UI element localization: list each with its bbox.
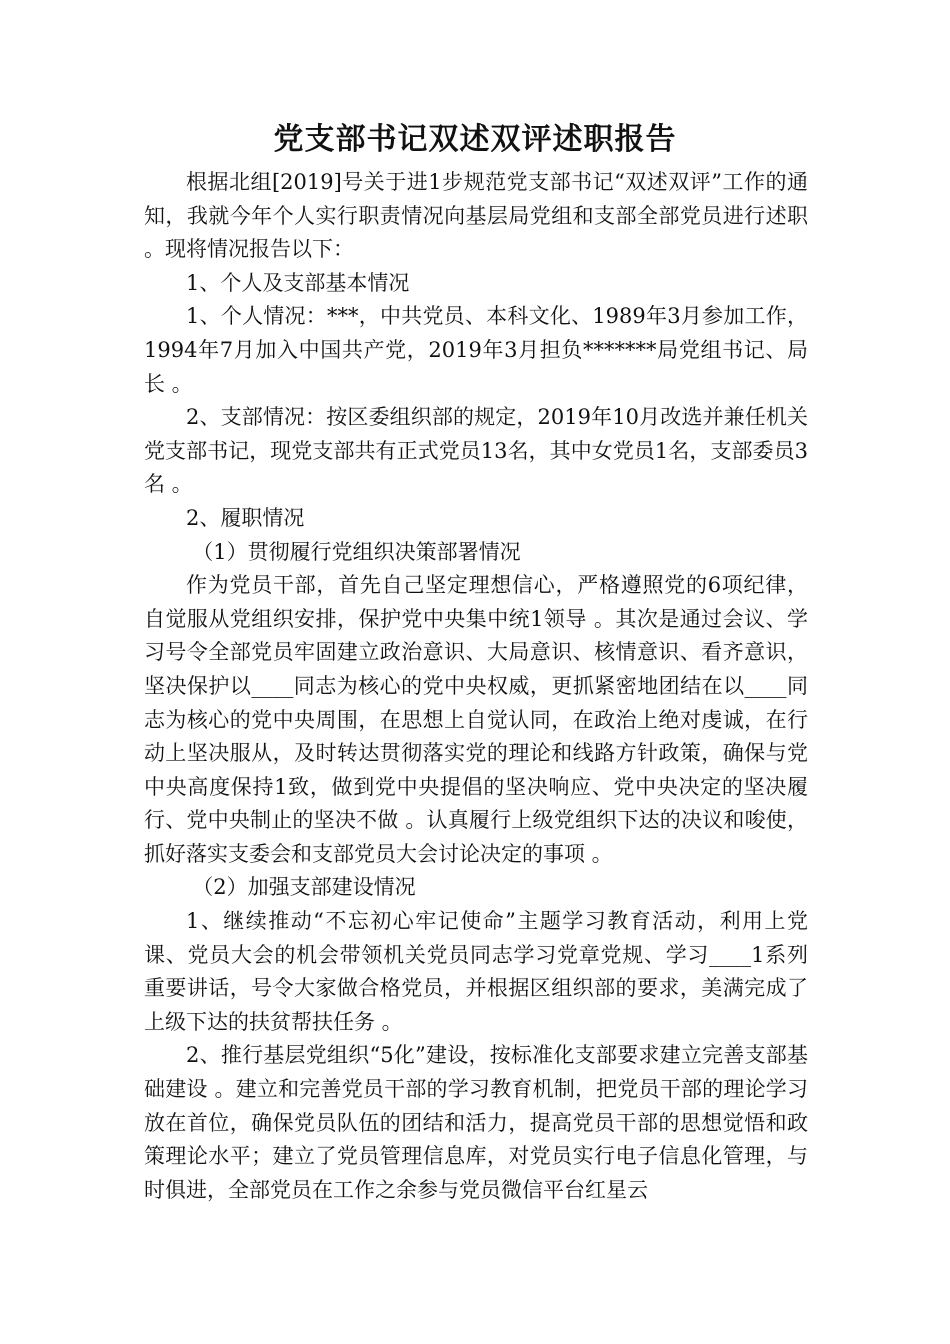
personal-info-paragraph: 1、个人情况：***，中共党员、本科文化、1989年3月参加工作，1994年7月加入中国共产党，2019年3月担负*******局党组书记、局长 。 <box>144 304 808 396</box>
intro-paragraph: 根据北组[2019]号关于进1步规范党支部书记“双述双评”工作的通知，我就今年个人实行职责情况向基层局党组和支部全部党员进行述职 。现将情况报告以下： <box>144 170 808 262</box>
decisions-paragraph: 作为党员干部，首先自己坚定理想信心，严格遵照党的6项纪律，自觉服从党组织安排，保护党中央集中统1领导 。其次是通过会议、学习号令全部党员牢固建立政治意识、大局意识、核情意识、看齐意识，坚决保护以____同志为核心的党中央权威，更抓紧密地团结在以____同志为核心的党中央周围，在思想上自觉认同，在政治上绝对虔诚，在行动上坚决服从，及时转达贯彻落实党的理论和线路方针政策，确保与党中央高度保持1致，做到党中央提倡的坚决响应、党中央决定的坚决履行、党中央制止的坚决不做 。认真履行上级党组织下达的决议和唆使，抓好落实支委会和支部党员大会讨论决定的事项 。 <box>144 573 808 866</box>
section-heading-duties: 2、履职情况 <box>186 505 305 530</box>
branch-info-paragraph: 2、支部情况：按区委组织部的规定，2019年10月改选并兼任机关党支部书记，现党支部共有正式党员13名，其中女党员1名，支部委员3名 。 <box>144 405 808 497</box>
subsection-heading-branch-building: （2）加强支部建设情况 <box>192 875 416 900</box>
section-heading-basic-info: 1、个人及支部基本情况 <box>186 270 410 295</box>
branch-building-item-1: 1、继续推动“不忘初心牢记使命”主题学习教育活动，利用上党课、党员大会的机会带领机关党员同志学习党章党规、学习____1系列重要讲话，号令大家做合格党员，并根据区组织部的要求，美满完成了上级下达的扶贫帮扶任务 。 <box>144 909 808 1034</box>
document-title: 党支部书记双述双评述职报告 <box>273 122 677 157</box>
document-body <box>144 166 808 1207</box>
subsection-heading-decisions: （1）贯彻履行党组织决策部署情况 <box>192 539 521 564</box>
branch-building-item-2: 2、推行基层党组织“5化”建设，按标准化支部要求建立完善支部基础建设 。建立和完善党员干部的学习教育机制，把党员干部的理论学习放在首位，确保党员队伍的团结和活力，提高党员干部的思想觉悟和政策理论水平；建立了党员管理信息库，对党员实行电子信息化管理，与时俱进，全部党员在工作之余参与党员微信平台红星云 <box>144 1043 808 1202</box>
